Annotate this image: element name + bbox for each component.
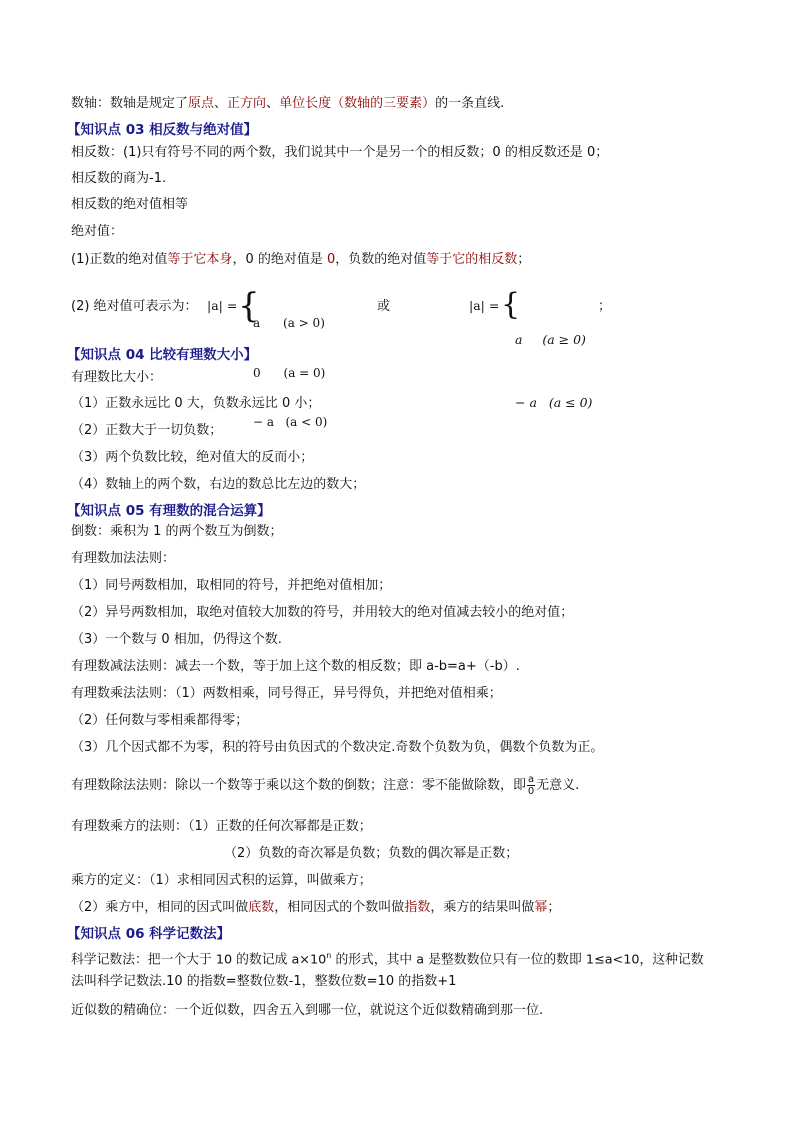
text: 、 [214, 96, 228, 111]
abs-formula-lhs-2: |a| = [469, 298, 500, 313]
fraction-a-over-0 [527, 774, 535, 797]
text: ； [517, 252, 531, 267]
text: 数轴：数轴是规定了 [71, 96, 189, 111]
multiplication-rule-3: （3）几个因式都不为零，积的符号由负因式的个数决定.奇数个负数为负，偶数个负数为正。 [71, 740, 604, 755]
multiplication-rule-2: （2）任何数与零相乘都得零； [71, 713, 249, 728]
text: ，相同因式的个数叫做 [274, 900, 405, 915]
or-word: 或 [377, 299, 391, 314]
power-rule-1: 有理数乘方的法则：（1）正数的任何次幂都是正数； [71, 819, 372, 834]
highlight-positive-direction: 正方向 [227, 96, 267, 111]
text: (1)正数的绝对值 [71, 252, 168, 267]
text: （2）乘方中，相同的因式叫做 [71, 900, 249, 915]
compare-rule-4: （4）数轴上的两个数，右边的数总比左边的数大； [71, 477, 366, 492]
section-heading-03: 【知识点 03 相反数与绝对值】 [67, 122, 258, 138]
addition-rule-2: （2）异号两数相加，取绝对值较大加数的符号，并用较大的绝对值减去较小的绝对值； [71, 605, 574, 620]
addition-rule-3: （3）一个数与 0 相加，仍得这个数. [71, 632, 282, 647]
highlight-power: 幂 [534, 900, 548, 915]
brace-icon: { [238, 286, 260, 326]
compare-rule-3: （3）两个负数比较，绝对值大的反而小； [71, 450, 314, 465]
highlight: 等于它的相反数 [426, 252, 518, 267]
approximation-def: 近似数的精确位：一个近似数，四舍五入到哪一位，就说这个近似数精确到那一位. [71, 1003, 544, 1018]
addition-title: 有理数加法法则： [71, 551, 176, 566]
abs-formula-lhs: |a| = [207, 298, 238, 313]
brace-icon: { [501, 287, 521, 322]
power-definition: 乘方的定义：（1）求相同因式积的运算，叫做乘方； [71, 873, 372, 888]
opposite-def-3: 相反数的绝对值相等 [71, 197, 189, 212]
opposite-def-1: 相反数：(1)只有符号不同的两个数，我们说其中一个是另一个的相反数；0 的相反数还是 0； [71, 145, 609, 160]
highlight-exponent: 指数 [404, 900, 431, 915]
power-rule-2: （2）负数的奇次幂是负数；负数的偶次幂是正数； [224, 846, 519, 861]
case-line: − a (a ≤ 0) [515, 395, 593, 410]
denominator: 0 [527, 786, 535, 797]
text: 的一条直线. [435, 96, 505, 111]
reciprocal-def: 倒数：乘积为 1 的两个数互为倒数； [71, 524, 283, 539]
division-rule [71, 774, 579, 797]
power-terms [71, 899, 560, 917]
text: ，乘方的结果叫做 [430, 900, 535, 915]
abs-formula-prefix: (2) 绝对值可表示为： [71, 299, 198, 314]
highlight-unit-length: 单位长度（数轴的三要素） [279, 96, 436, 111]
case-line: a (a > 0) [253, 316, 325, 330]
text: 有理数除法法则：除以一个数等于乘以这个数的倒数；注意：零不能做除数，即 [71, 778, 527, 793]
superscript: n [326, 951, 332, 960]
formula-end: ； [598, 299, 612, 314]
abs-cases-2 [515, 287, 592, 455]
abs-rule-1 [71, 251, 530, 269]
case-line: a (a ≥ 0) [515, 332, 586, 347]
text: ； [547, 900, 561, 915]
section-heading-06: 【知识点 06 科学记数法】 [67, 926, 231, 942]
abs-cases-1 [253, 282, 327, 464]
highlight: 0 [326, 252, 336, 267]
section-heading-05: 【知识点 05 有理数的混合运算】 [67, 503, 271, 519]
text: 科学记数法：把一个大于 10 的数记成 a×10 [71, 952, 327, 968]
number-axis-definition [71, 95, 504, 113]
opposite-def-2: 相反数的商为-1. [71, 171, 167, 186]
compare-rule-1: （1）正数永远比 0 大，负数永远比 0 小； [71, 396, 321, 411]
compare-rule-2: （2）正数大于一切负数； [71, 423, 223, 438]
case-line: − a (a < 0) [253, 415, 328, 429]
text: 的形式，其中 a 是整数数位只有一位的数即 1≤a<10，这种记数 [331, 952, 704, 968]
scientific-notation-def-2: 法叫科学记数法.10 的指数=整数位数-1，整数位数=10 的指数+1 [71, 974, 457, 989]
highlight-origin: 原点 [188, 96, 215, 111]
text: 无意义. [536, 778, 580, 793]
highlight: 等于它本身 [167, 252, 233, 267]
abs-title: 绝对值： [71, 224, 124, 239]
text: ，负数的绝对值 [335, 252, 427, 267]
subtraction-rule: 有理数减法法则：减去一个数，等于加上这个数的相反数；即 a-b=a+（-b）. [71, 659, 520, 674]
case-line: 0 (a = 0) [253, 365, 326, 380]
addition-rule-1: （1）同号两数相加，取相同的符号，并把绝对值相加； [71, 578, 392, 593]
scientific-notation-def [71, 947, 704, 969]
section-heading-04: 【知识点 04 比较有理数大小】 [67, 347, 258, 363]
compare-title: 有理数比大小： [71, 370, 163, 385]
numerator: a [528, 774, 535, 785]
text: 、 [266, 96, 280, 111]
multiplication-rule-1: 有理数乘法法则：（1）两数相乘，同号得正，异号得负，并把绝对值相乘； [71, 686, 502, 701]
text: ，0 的绝对值是 [232, 252, 327, 267]
highlight-base: 底数 [248, 900, 275, 915]
